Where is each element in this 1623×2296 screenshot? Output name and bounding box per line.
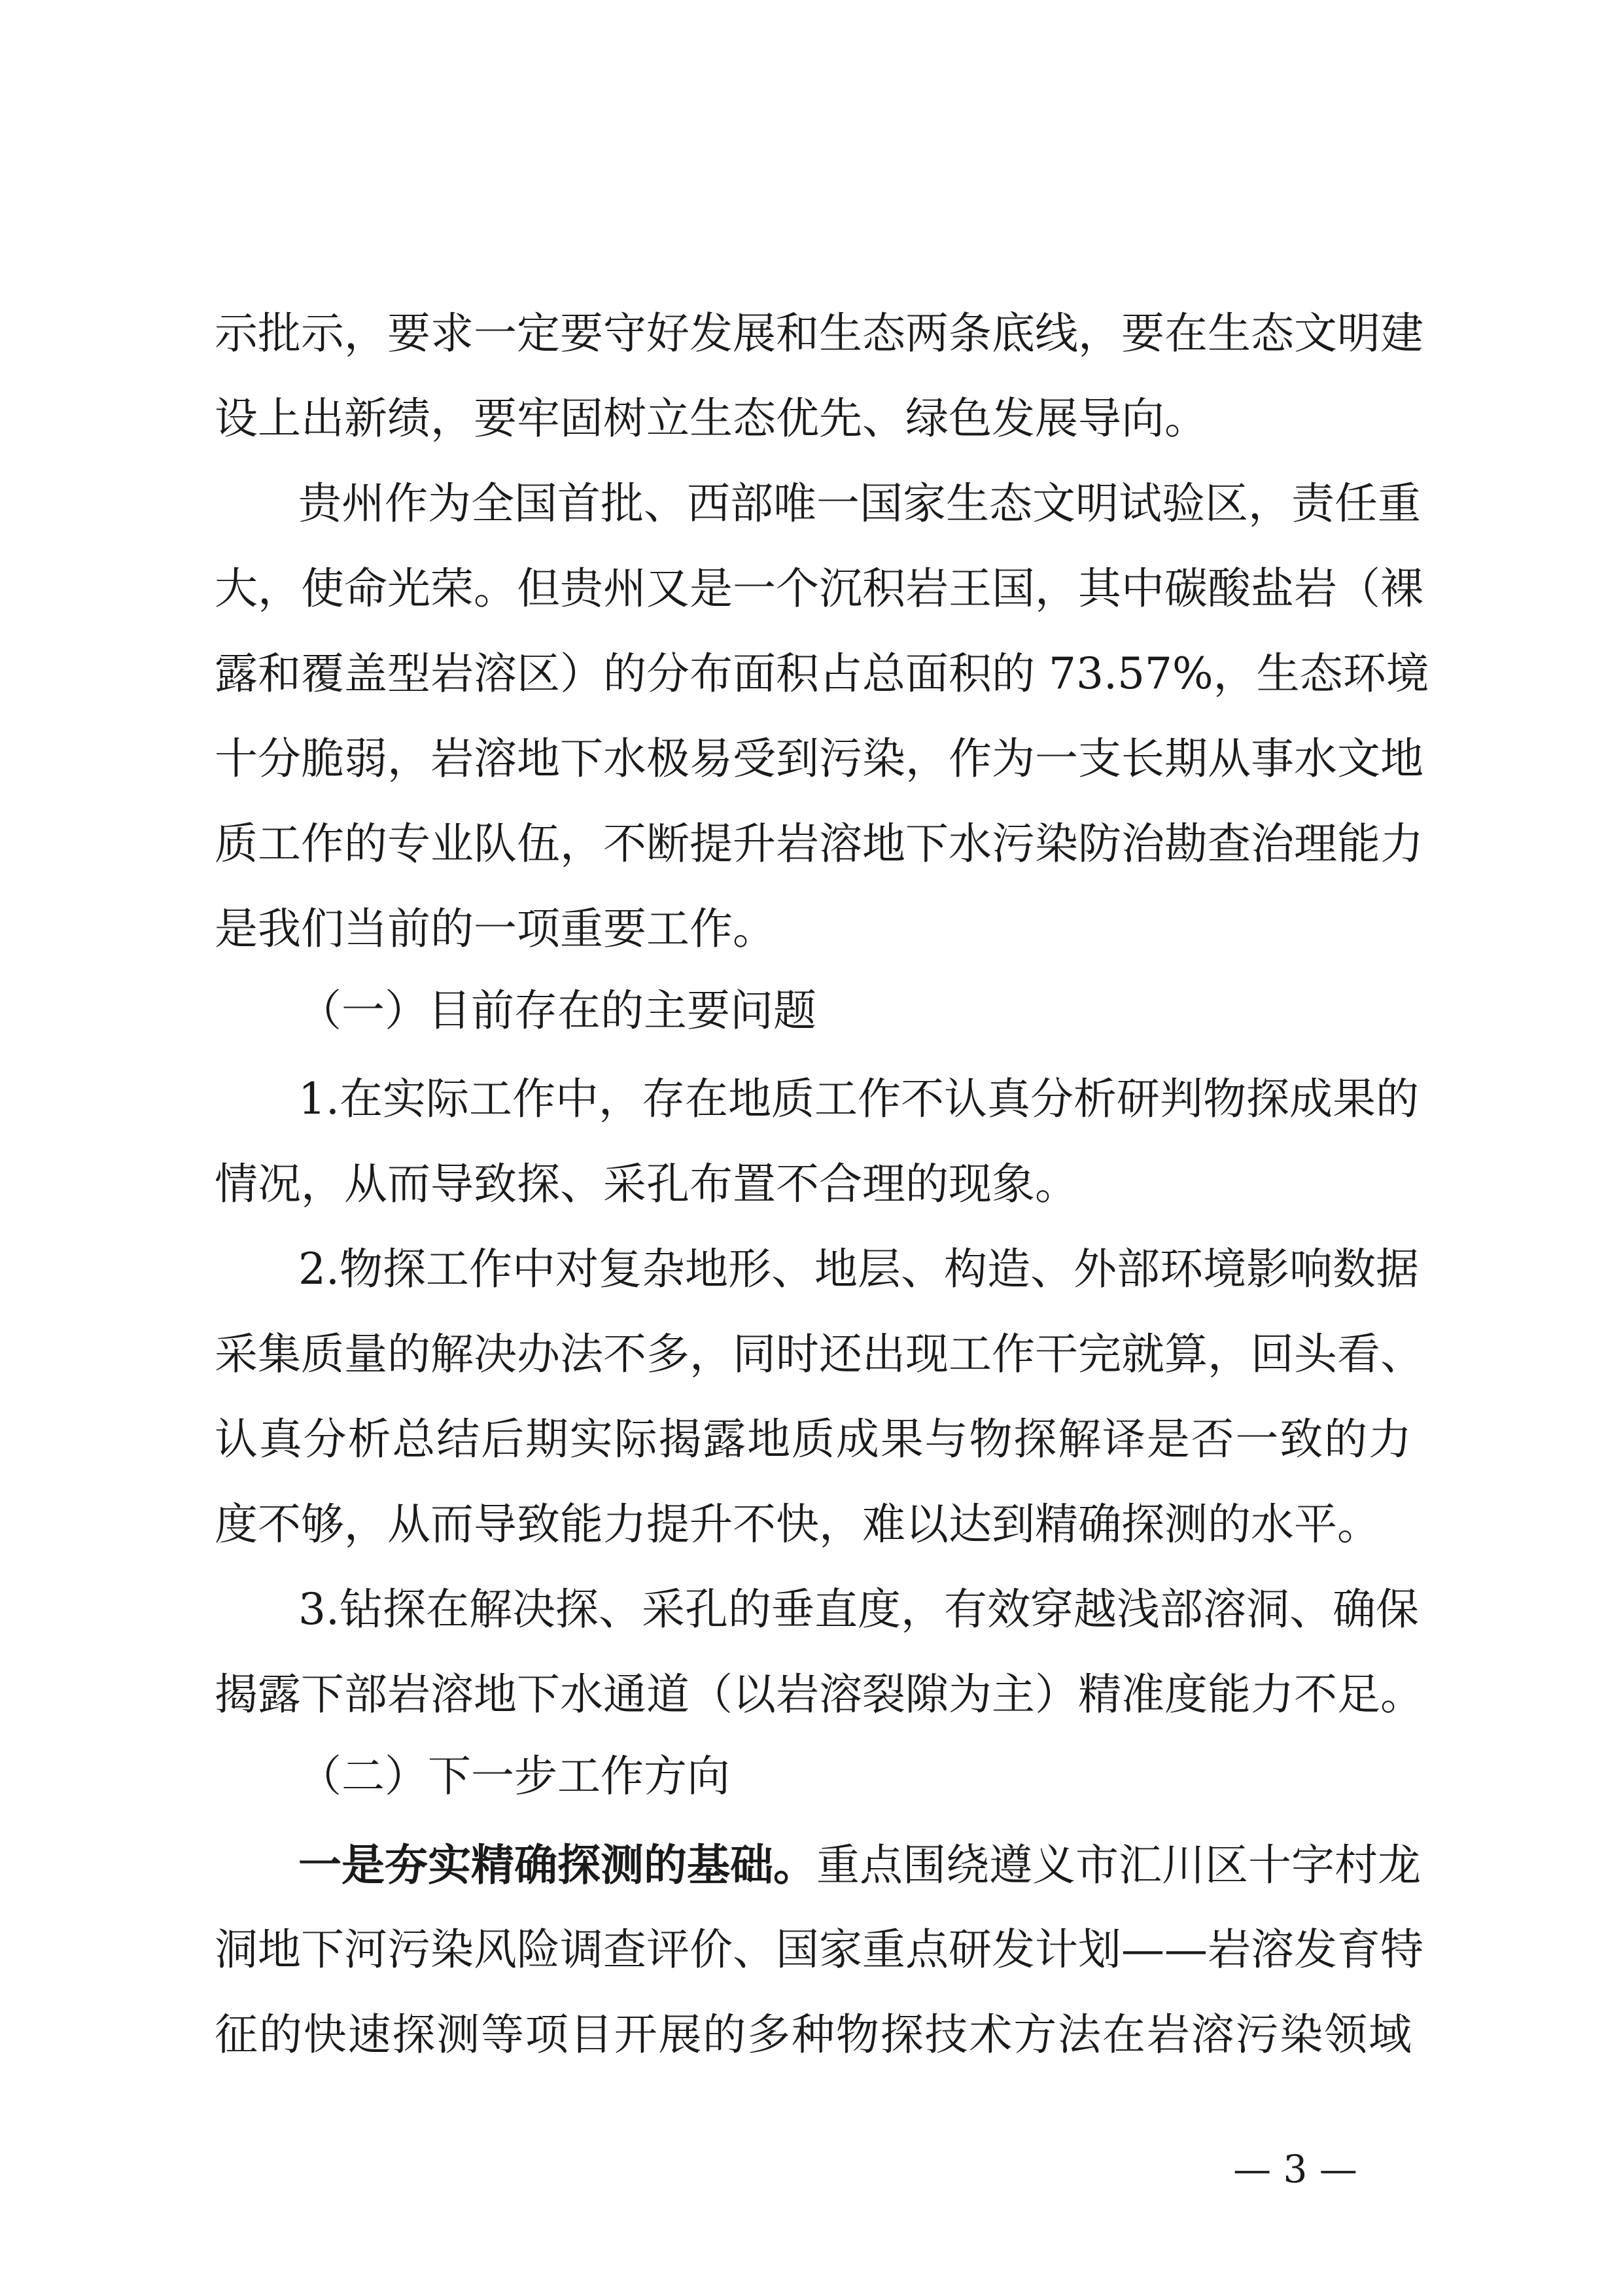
page-number: — 3 —	[1233, 2147, 1357, 2191]
paragraph-line: 揭露下部岩溶地下水通道（以岩溶裂隙为主）精准度能力不足。	[215, 1669, 1423, 1720]
paragraph-line: 采集质量的解决办法不多，同时还出现工作干完就算，回头看、	[215, 1329, 1423, 1379]
section-heading: （二）下一步工作方向	[298, 1751, 730, 1801]
paragraph-line: 度不够，从而导致能力提升不快，难以达到精确探测的水平。	[215, 1499, 1380, 1549]
paragraph-line: 征的快速探测等项目开展的多种物探技术方法在岩溶污染领域	[215, 2009, 1412, 2060]
paragraph-line: 是我们当前的一项重要工作。	[215, 904, 776, 954]
paragraph-line: 设上出新绩，要牢固树立生态优先、绿色发展导向。	[215, 393, 1208, 444]
paragraph-line: 2.物探工作中对复杂地形、地层、构造、外部环境影响数据	[298, 1244, 1419, 1294]
section-heading: （一）目前存在的主要问题	[298, 985, 816, 1036]
paragraph-line: 示批示，要求一定要守好发展和生态两条底线，要在生态文明建	[215, 308, 1423, 359]
bold-lead: 一是夯实精确探测的基础。	[298, 1839, 816, 1890]
paragraph-line: 大，使命光荣。但贵州又是一个沉积岩王国，其中碳酸盐岩（裸	[215, 563, 1423, 614]
paragraph-line: 3.钻探在解决探、采孔的垂直度，有效穿越浅部溶洞、确保	[298, 1584, 1419, 1634]
paragraph-line: 质工作的专业队伍，不断提升岩溶地下水污染防治勘查治理能力	[215, 819, 1423, 869]
paragraph-line-rest: 重点围绕遵义市汇川区十字村龙	[816, 1840, 1421, 1890]
paragraph-line: 洞地下河污染风险调查评价、国家重点研发计划——岩溶发育特	[215, 1924, 1423, 1975]
paragraph-line: 露和覆盖型岩溶区）的分布面积占总面积的 73.57%，生态环境	[215, 648, 1429, 699]
paragraph-line-with-lead	[298, 1839, 1421, 1891]
paragraph-line: 十分脆弱，岩溶地下水极易受到污染，作为一支长期从事水文地	[215, 733, 1423, 784]
paragraph-line: 认真分析总结后期实际揭露地质成果与物探解译是否一致的力	[215, 1414, 1412, 1464]
paragraph-line: 贵州作为全国首批、西部唯一国家生态文明试验区，责任重	[298, 478, 1421, 529]
paragraph-line: 情况，从而导致探、采孔布置不合理的现象。	[215, 1159, 1078, 1209]
paragraph-line: 1.在实际工作中，存在地质工作不认真分析研判物探成果的	[298, 1074, 1419, 1124]
